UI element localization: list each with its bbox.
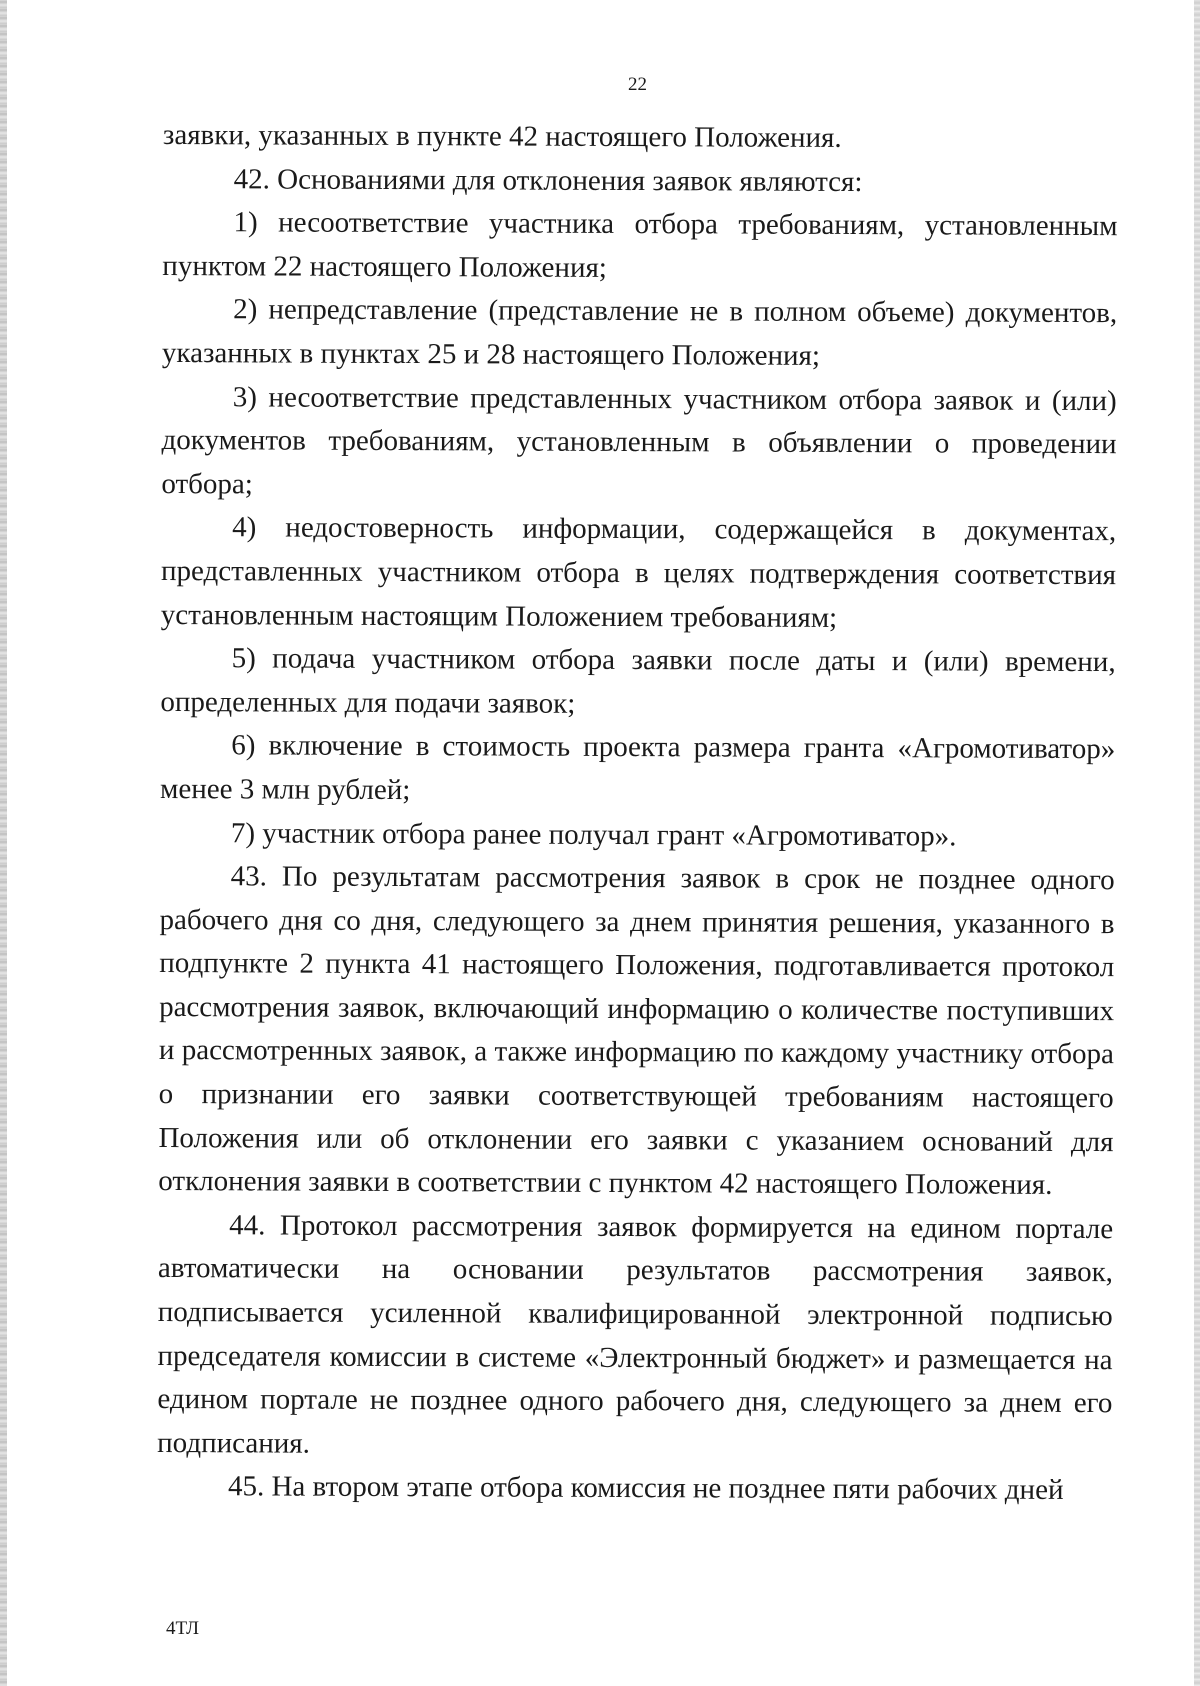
paragraph-item-42: 42. Основаниями для отклонения заявок являются: <box>233 162 863 198</box>
paragraph-item-45: 45. На втором этапе отбора комиссия не позднее пяти рабочих дней <box>227 1470 1064 1507</box>
paragraph-subitem-2: 2) непредставление (представление не в полном объеме) документов, указанных в пунктах 25 и 28 настоящего Положения; <box>161 293 1118 372</box>
scan-edge-right <box>1194 0 1200 1686</box>
paragraph-item-43: 43. По результатам рассмотрения заявок в срок не позднее одного рабочего дня со дня, следующего за днем принятия решения, указанного в подпункте 2 пункта 41 настоящего Положения, подготавливается протокол рассмотрения заявок, включающий информацию о количестве поступивших и рассмотренных заявок, а также информацию по каждому участнику отбора о признании его заявки соответствующей требованиям настоящего Положения или об отклонении его заявки с указанием оснований для отклонения заявки в соответствии с пунктом 42 настоящего Положения. <box>158 860 1115 1202</box>
footer-code: 4ТЛ <box>166 1618 200 1639</box>
paragraph-subitem-5: 5) подача участником отбора заявки после даты и (или) времени, определенных для подачи заявок; <box>160 642 1116 720</box>
paragraph-subitem-7: 7) участник отбора ранее получал грант «Агромотиватор». <box>230 816 957 852</box>
page-number: 22 <box>628 74 647 95</box>
paragraph-continuation: заявки, указанных в пункте 42 настоящего Положения. <box>162 118 842 154</box>
document-body <box>157 114 1118 1513</box>
scan-edge-left <box>0 0 7 1686</box>
paragraph-subitem-4: 4) недостоверность информации, содержащейся в документах, представленных участником отбора в целях подтверждения соответствия установленным настоящим Положением требованиям; <box>160 511 1117 634</box>
paragraph-item-44: 44. Протокол рассмотрения заявок формируется на едином портале автоматически на основании результатов рассмотрения заявок, подписывается усиленной квалифицированной электронной подписью председателя комиссии в системе «Электронный бюджет» и размещается на едином портале не позднее одного рабочего дня, следующего за днем его подписания. <box>157 1209 1114 1460</box>
paragraph-subitem-3: 3) несоответствие представленных участником отбора заявок и (или) документов требованиям, установленным в объявлении о проведении отбора; <box>161 380 1117 501</box>
paragraph-subitem-6: 6) включение в стоимость проекта размера гранта «Агромотиватор» менее 3 млн рублей; <box>159 729 1116 806</box>
paragraph-subitem-1: 1) несоответствие участника отбора требованиям, установленным пунктом 22 настоящего Положения; <box>162 206 1118 284</box>
